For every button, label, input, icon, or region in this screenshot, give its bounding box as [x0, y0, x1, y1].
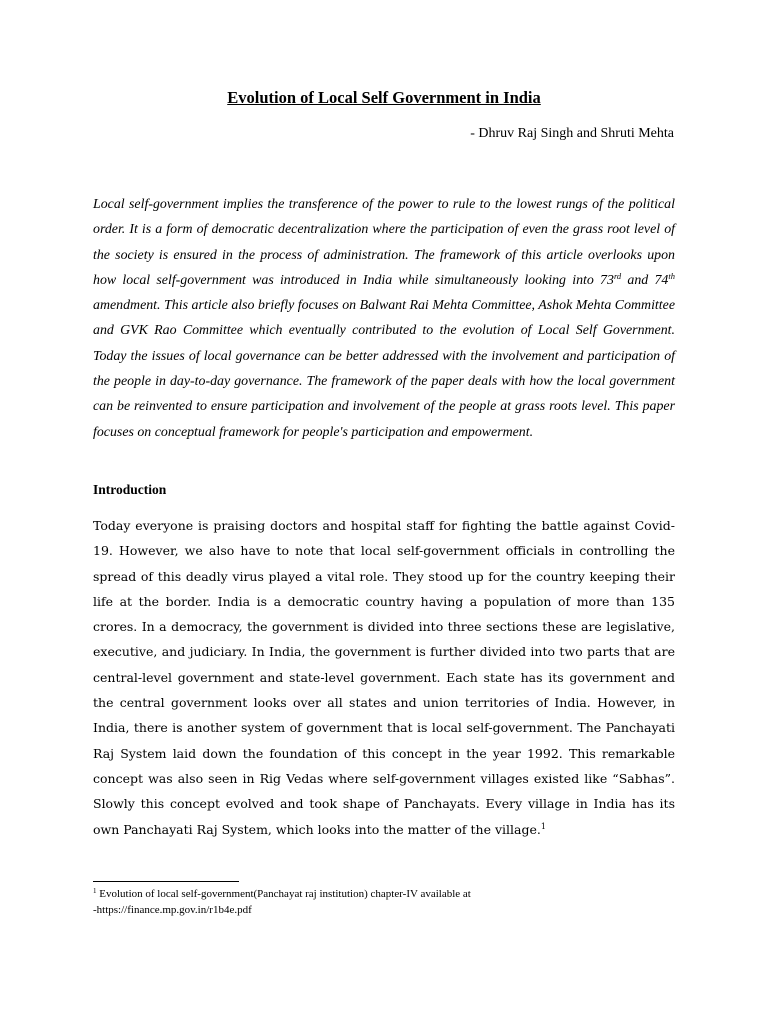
introduction-heading: Introduction: [93, 482, 167, 497]
footnote-text: Evolution of local self-government(Panchayat raj institution) chapter-IV available at: [96, 888, 471, 900]
abstract-superscript-th: th: [668, 270, 675, 281]
footnote-separator: [93, 881, 239, 882]
footnote-reference: 1: [540, 821, 546, 831]
abstract-text-3: amendment. This article also briefly focuses on Balwant Rai Mehta Committee, Ashok Mehta Committee and GVK Rao Committee which eventually contributed to the evolution of Local Self Government. Today the issues of local governance can be better addressed with the involvement and participation of the people in day-to-day governance. The framework of the paper deals with how the local government can be reinvented to ensure participation and involvement of the people at grass roots level. This paper focuses on conceptual framework for people's participation and empowerment.: [93, 298, 675, 440]
introduction-paragraph: [93, 513, 675, 842]
abstract-text-1: Local self-government implies the transference of the power to rule to the lowest rungs of the political order. It is a form of democratic decentralization where the participation of even the grass root level of the society is ensured in the process of administration. The framework of this article overlooks upon how local self-government was introduced in India while simultaneously looking into 73: [93, 197, 675, 288]
footnote-link: -https://finance.mp.gov.in/r1b4e.pdf: [93, 904, 252, 916]
introduction-text: Today everyone is praising doctors and hospital staff for fighting the battle against Covid-19. However, we also have to note that local self-government officials in controlling the spread of this deadly virus played a vital role. They stood up for the country keeping their life at the border. India is a democratic country having a population of more than 135 crores. In a democracy, the government is divided into three sections these are legislative, executive, and judiciary. In India, the government is further divided into two parts that are central-level government and state-level government. Each state has its government and the central government looks over all states and union territories of India. However, in India, there is another system of government that is local self-government. The Panchayati Raj System laid down the foundation of this concept in the year 1992. This remarkable concept was also seen in Rig Vedas where self-government villages existed like “Sabhas”. Slowly this concept evolved and took shape of Panchayats. Every village in India has its own Panchayati Raj System, which looks into the matter of the village.: [93, 518, 675, 837]
footnote: [93, 886, 675, 918]
document-title: Evolution of Local Self Government in India: [227, 88, 541, 107]
footnote-marker: 1: [93, 887, 97, 895]
abstract-superscript-rd: rd: [613, 270, 622, 281]
author-line: - Dhruv Raj Singh and Shruti Mehta: [470, 126, 674, 141]
abstract-paragraph: [93, 192, 675, 445]
abstract-text-2: and 74: [621, 272, 669, 288]
